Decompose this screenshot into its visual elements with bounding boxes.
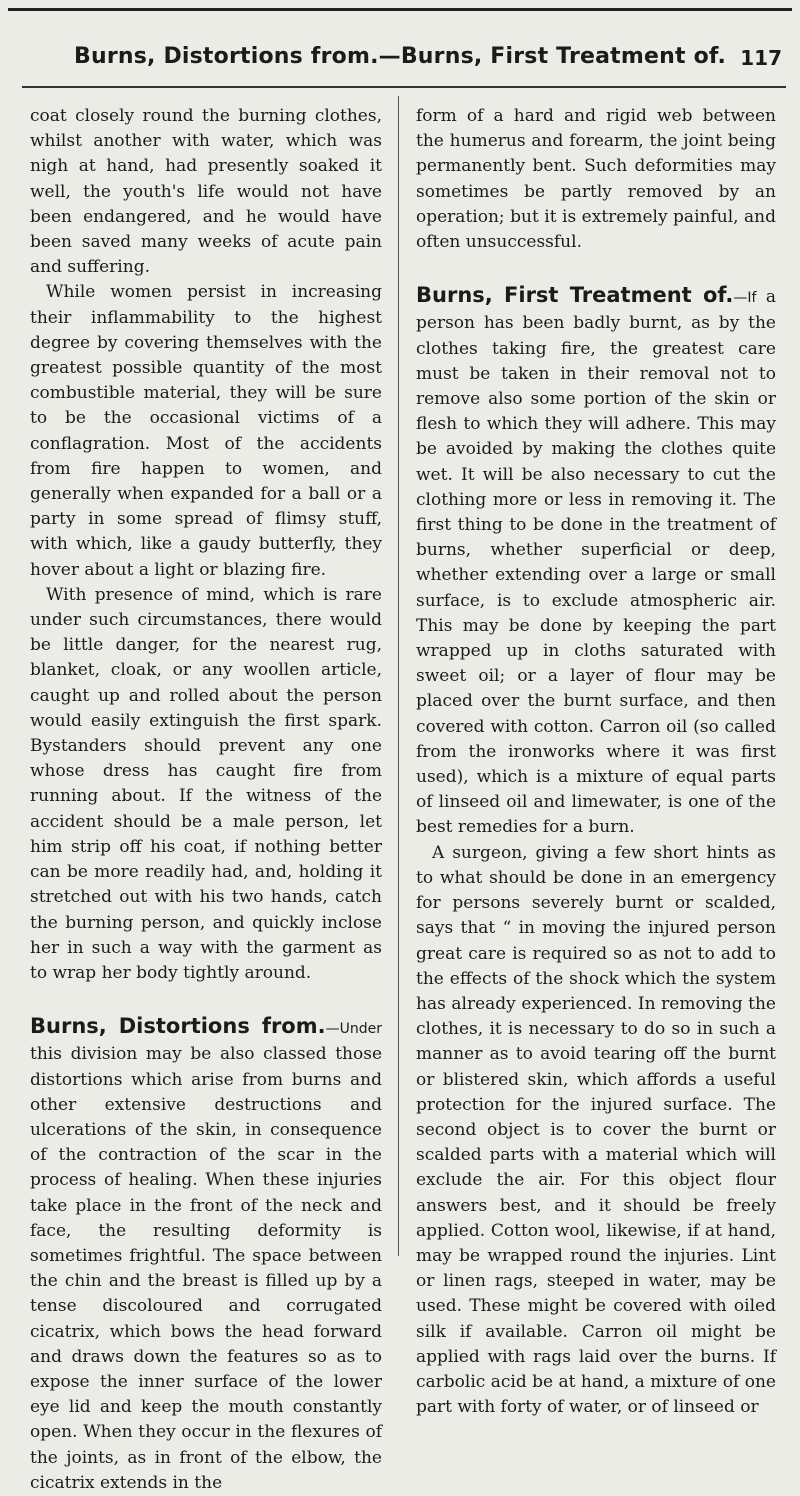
right-column bbox=[416, 104, 776, 1420]
paragraph: coat closely round the burning clothes, whilst another with water, which was nigh at hand, had presently soaked it well, the youth's life would not have been endangered, and he would have been saved many weeks of acute pain and suffering. bbox=[30, 106, 382, 278]
page-header bbox=[0, 30, 800, 90]
paragraph: form of a hard and rigid web between the humerus and forearm, the joint being permanently bent. Such deformities may sometimes be partly removed by an operation; but it is extremely painful, and often unsuccessful. bbox=[416, 106, 776, 253]
section-lead: —If bbox=[733, 290, 757, 307]
column-divider bbox=[398, 96, 399, 1256]
section-heading: Burns, Distortions from. bbox=[30, 1014, 326, 1039]
paragraph: A surgeon, giving a few short hints as to what should be done in an emergency for persons severely burnt or scalded, says that “ in moving the injured person great care is required so as not to add to the effects of the shock which the system has already experienced. In removing the clothes, it is necessary to do so in such a manner as to avoid tearing off the burnt or blistered skin, which affords a useful protection for the injured surface. The second object is to cover the burnt or scalded parts with a material which will exclude the air. For this object flour answers best, and it should be freely applied. Cotton wool, likewise, if at hand, may be wrapped round the injuries. Lint or linen rags, steeped in water, may be used. These might be covered with oiled silk if available. Carron oil might be applied with rags laid over the burns. If carbolic acid be at hand, a mixture of one part with forty of water, or of linseed or bbox=[416, 842, 776, 1418]
section-paragraph bbox=[416, 283, 776, 840]
section-lead: —Under bbox=[325, 1021, 382, 1038]
section-heading: Burns, First Treatment of. bbox=[416, 283, 734, 308]
header-rule bbox=[22, 86, 786, 88]
paragraph: While women persist in increasing their inflammability to the highest degree by covering themselves with the greatest possible quantity of the most combustible material, they will be sure to be the occasional victims of a conflagration. Most of the accidents from fire happen to women, and generally when expanded for a ball or a party in some spread of flimsy stuff, with which, like a gaudy butterfly, they hover about a light or blazing fire. bbox=[30, 282, 382, 580]
section-paragraph bbox=[30, 1014, 382, 1496]
top-border-rule bbox=[8, 8, 792, 11]
paragraph: With presence of mind, which is rare under such circumstances, there would be little danger, for the nearest rug, blanket, cloak, or any woollen article, caught up and rolled about the person would easily extinguish the first spark. Bystanders should prevent any one whose dress has caught fire from running about. If the witness of the accident should be a male person, let him strip off his coat, if nothing better can be more readily had, and, holding it stretched out with his two hands, catch the burning person, and quickly inclose her in such a way with the garment as to wrap her body tightly around. bbox=[30, 584, 382, 983]
running-head: Burns, Distortions from.—Burns, First Treatment of. bbox=[73, 44, 727, 69]
section-text: a person has been badly burnt, as by the clothes taking fire, the greatest care must be taken in their removal not to remove also some portion of the skin or flesh to which they will adhere. This may be avoided by making the clothes quite wet. It will be also necessary to cut the clothing more or less in removing it. The first thing to be done in the treatment of burns, whether superficial or deep, whether extending over a large or small surface, is to exclude atmospheric air. This may be done by keeping the part wrapped up in cloths saturated with sweet oil; or a layer of flour may be placed over the burnt surface, and then covered with cotton. Carron oil (so called from the ironworks where it was first used), which is a mixture of equal parts of linseed oil and limewater, is one of the best remedies for a burn. bbox=[416, 287, 776, 838]
page-number: 117 bbox=[740, 46, 782, 70]
left-column bbox=[30, 104, 382, 1496]
section-text: this division may be also classed those distortions which arise from burns and other extensive destructions and ulcerations of the skin, in consequence of the contraction of the scar in the process of healing. When these injuries take place in the front of the neck and face, the resulting deformity is sometimes frightful. The space between the chin and the breast is filled up by a tense discoloured and corrugated cicatrix, which bows the head forward and draws down the features so as to expose the inner surface of the lower eye lid and keep the mouth constantly open. When they occur in the flexures of the joints, as in front of the elbow, the cicatrix extends in the bbox=[30, 1044, 382, 1493]
